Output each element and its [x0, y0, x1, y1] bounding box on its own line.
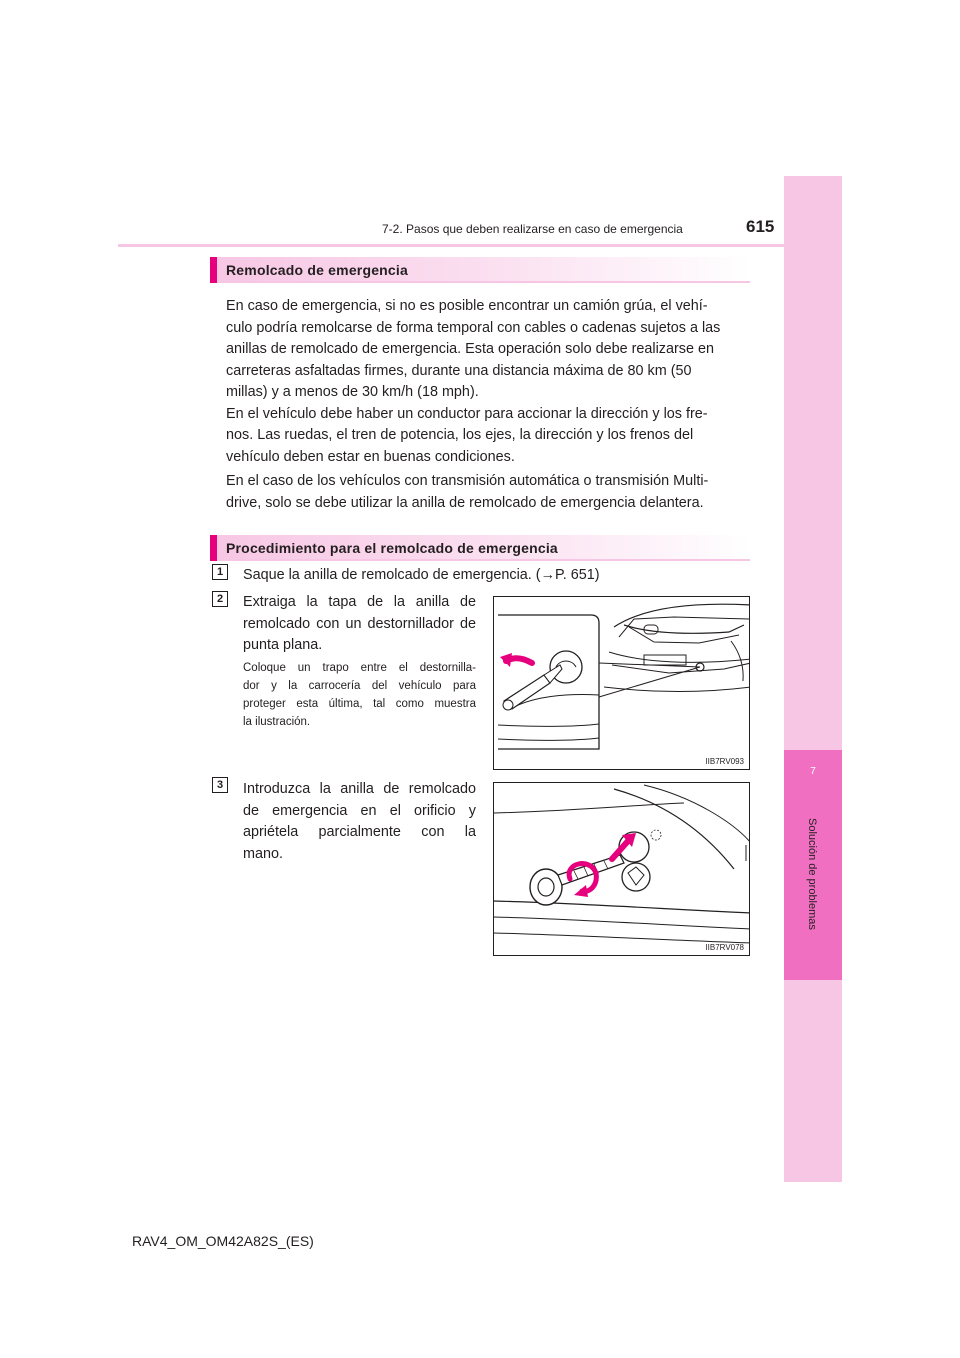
- text-line: Introduzca la anilla de remolcado: [243, 781, 476, 797]
- chapter-title: Solución de problemas: [806, 818, 818, 930]
- step-number-3: 3: [212, 777, 228, 793]
- figure-code: IIB7RV078: [705, 943, 744, 952]
- paragraph-transmission-note: [226, 471, 745, 514]
- illustration-tow-eye-install: [494, 783, 750, 956]
- running-header: 7-2. Pasos que deben realizarse en caso de emergencia: [382, 222, 683, 236]
- step-number-2: 2: [212, 591, 228, 607]
- chapter-number: 7: [810, 766, 816, 777]
- section-heading-text: Remolcado de emergencia: [226, 262, 408, 278]
- text-line: nos. Las ruedas, el tren de potencia, los ejes, la dirección y los frenos del: [226, 427, 694, 443]
- figure-remove-tow-eye-cover: [493, 596, 750, 770]
- step-1-text: Saque la anilla de remolcado de emergencia. (→P. 651): [243, 567, 600, 583]
- text-line: de emergencia en el orificio y: [243, 802, 476, 819]
- page-number: 615: [746, 217, 775, 236]
- text-line: En el caso de los vehículos con transmisión automática o transmisión Multi-: [226, 473, 709, 489]
- text-line: la ilustración.: [243, 716, 311, 728]
- text-line: anillas de remolcado de emergencia. Esta operación solo debe realizarse en: [226, 341, 714, 357]
- step-2-text: [243, 592, 476, 657]
- text-line: millas) y a menos de 30 km/h (18 mph).: [226, 384, 479, 400]
- figure-code: IIB7RV093: [705, 757, 744, 766]
- text-line: Extraiga la tapa de la anilla de: [243, 594, 476, 610]
- text-line: En caso de emergencia, si no es posible encontrar un camión grúa, el vehí-: [226, 298, 708, 314]
- heading-accent-bar: [210, 535, 217, 561]
- heading-accent-bar: [210, 257, 217, 283]
- text-line: apriétela parcialmente con la: [243, 824, 476, 840]
- text-line: mano.: [243, 845, 283, 862]
- section-heading-text: Procedimiento para el remolcado de emergencia: [226, 540, 558, 556]
- text-line: carreteras asfaltadas firmes, durante una distancia máxima de 80 km (50: [226, 362, 692, 379]
- text-line: culo podría remolcarse de forma temporal con cables o cadenas sujetos a las: [226, 319, 721, 336]
- text-line: remolcado con un destornillador de: [243, 615, 476, 632]
- text-line: dor y la carrocería del vehículo para: [243, 680, 476, 692]
- text-line: vehículo deben estar en buenas condiciones.: [226, 448, 515, 465]
- text-line: En el vehículo debe haber un conductor para accionar la dirección y los fre-: [226, 405, 708, 422]
- text-line: Coloque un trapo entre el destornilla-: [243, 662, 476, 674]
- paragraph-towing-conditions: [226, 296, 745, 468]
- figure-install-tow-eye: [493, 782, 750, 956]
- section-heading-towing-procedure: [210, 535, 750, 561]
- text-line: punta plana.: [243, 637, 323, 653]
- header-rule: [118, 244, 842, 247]
- chapter-side-tab: [784, 176, 842, 1182]
- manual-code-footer: RAV4_OM_OM42A82S_(ES): [132, 1233, 314, 1249]
- text-line: drive, solo se debe utilizar la anilla de remolcado de emergencia delantera.: [226, 494, 704, 511]
- step-3-text: [243, 779, 476, 865]
- step-2-note: [243, 659, 476, 731]
- section-heading-emergency-towing: [210, 257, 750, 283]
- illustration-screwdriver-cover: [494, 597, 750, 770]
- text-line: proteger esta última, tal como muestra: [243, 698, 476, 710]
- step-number-1: 1: [212, 564, 228, 580]
